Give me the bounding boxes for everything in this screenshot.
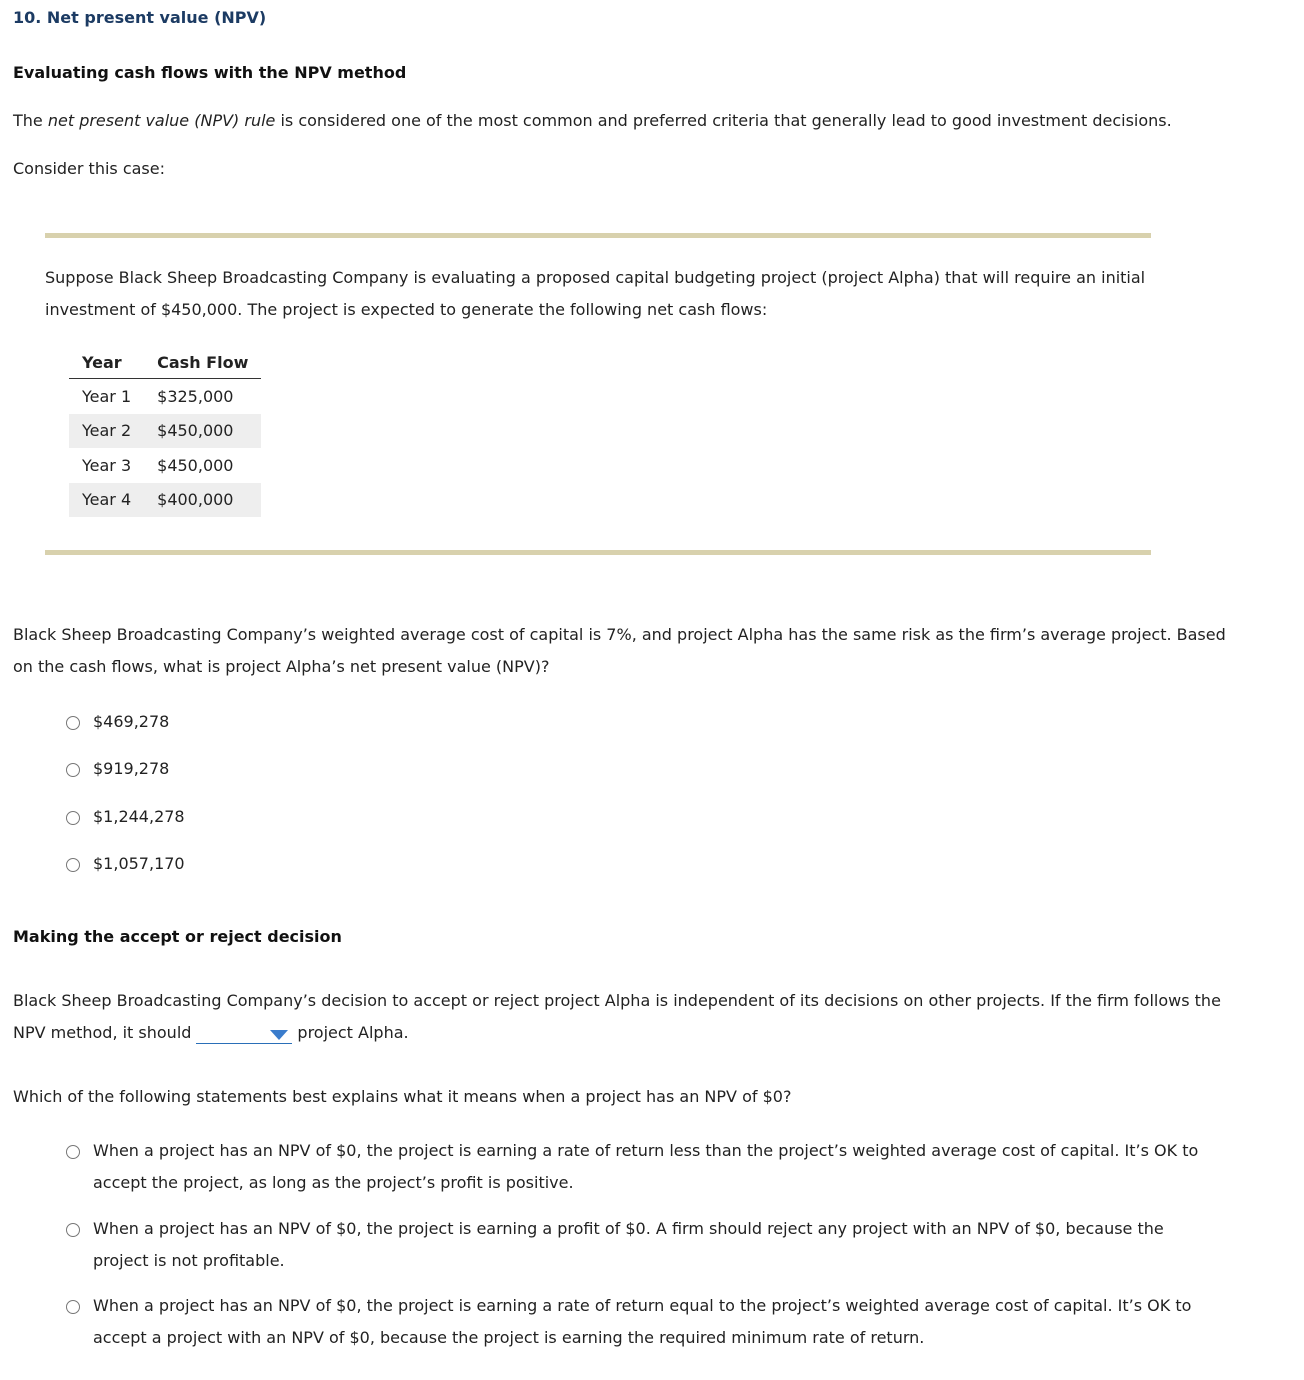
table-row <box>69 414 261 449</box>
cash-flow-cell: $450,000 <box>157 455 234 475</box>
npv-option-3[interactable] <box>66 809 185 833</box>
npv-zero-option-3[interactable] <box>66 1298 1191 1354</box>
cash-flow-table <box>69 346 261 517</box>
npv-option-1[interactable] <box>66 714 169 738</box>
cash-flow-cell: $450,000 <box>144 414 261 449</box>
option-label <box>93 1290 1191 1354</box>
case-text-line1: Suppose Black Sheep Broadcasting Company is evaluating a proposed capital budgeting project (project Alpha) that will require an initial <box>45 268 1146 287</box>
year-cell: Year 1 <box>82 386 132 406</box>
decision-text-line2 <box>13 1017 409 1049</box>
question2-text: Which of the following statements best explains what it means when a project has an NPV of $0? <box>13 1087 792 1106</box>
year-cell: Year 4 <box>69 483 144 518</box>
year-cell: Year 2 <box>69 414 144 449</box>
accept-reject-dropdown[interactable] <box>196 1023 292 1044</box>
decision-text-suffix: project Alpha. <box>297 1023 409 1042</box>
chevron-down-icon <box>270 1030 288 1040</box>
radio-button[interactable] <box>66 1300 80 1314</box>
intro-italic-term: net present value (NPV) rule <box>47 111 276 130</box>
intro-prefix: The <box>13 111 48 130</box>
radio-button[interactable] <box>66 1145 80 1159</box>
option-label <box>93 1213 1164 1277</box>
option-line2: accept a project with an NPV of $0, because the project is earning the required minimum rate of return. <box>93 1328 925 1347</box>
radio-button[interactable] <box>66 858 80 872</box>
table-row <box>69 448 261 483</box>
case-top-rule <box>45 233 1151 238</box>
year-cell: Year 3 <box>82 455 132 475</box>
consider-text: Consider this case: <box>13 159 165 178</box>
table-row <box>69 379 261 414</box>
question1-text-line2: on the cash flows, what is project Alpha’s net present value (NPV)? <box>13 657 550 676</box>
cash-flow-cell: $325,000 <box>157 386 234 406</box>
option-label: $919,278 <box>93 759 170 778</box>
option-line2: accept the project, as long as the project’s profit is positive. <box>93 1173 574 1192</box>
radio-button[interactable] <box>66 763 80 777</box>
table-row <box>69 483 261 518</box>
section-heading-decision: Making the accept or reject decision <box>13 927 342 946</box>
npv-zero-option-1[interactable] <box>66 1143 1198 1199</box>
case-bottom-rule <box>45 550 1151 555</box>
option-label: $1,057,170 <box>93 854 185 873</box>
table-header-row <box>69 346 261 379</box>
intro-suffix: is considered one of the most common and preferred criteria that generally lead to good investment decisions. <box>275 111 1172 130</box>
decision-text-line1: Black Sheep Broadcasting Company’s decision to accept or reject project Alpha is independent of its decisions on other projects. If the firm follows the <box>13 991 1221 1010</box>
decision-text-prefix: NPV method, it should <box>13 1023 192 1042</box>
npv-option-2[interactable] <box>66 761 169 785</box>
column-header-year: Year <box>69 346 144 379</box>
option-line1: When a project has an NPV of $0, the project is earning a rate of return less than the project’s weighted average cost of capital. It’s OK to <box>93 1141 1199 1160</box>
case-text-line2: investment of $450,000. The project is expected to generate the following net cash flows: <box>45 300 768 319</box>
question1-text-line1: Black Sheep Broadcasting Company’s weighted average cost of capital is 7%, and project Alpha has the same risk as the firm’s average project. Based <box>13 625 1226 644</box>
npv-zero-option-2[interactable] <box>66 1221 1164 1277</box>
npv-option-4[interactable] <box>66 856 185 880</box>
page-title: 10. Net present value (NPV) <box>13 8 267 27</box>
cash-flow-cell: $400,000 <box>144 483 261 518</box>
option-line1: When a project has an NPV of $0, the project is earning a rate of return equal to the project’s weighted average cost of capital. It’s OK to <box>93 1296 1192 1315</box>
option-label: $469,278 <box>93 712 170 731</box>
option-line2: project is not profitable. <box>93 1251 285 1270</box>
radio-button[interactable] <box>66 1223 80 1237</box>
option-label <box>93 1135 1198 1199</box>
section-heading-npv-method: Evaluating cash flows with the NPV method <box>13 63 407 82</box>
option-line1: When a project has an NPV of $0, the project is earning a profit of $0. A firm should reject any project with an NPV of $0, because the <box>93 1219 1164 1238</box>
radio-button[interactable] <box>66 716 80 730</box>
column-header-cash-flow: Cash Flow <box>144 346 261 379</box>
intro-paragraph <box>13 105 1172 137</box>
option-label: $1,244,278 <box>93 807 185 826</box>
radio-button[interactable] <box>66 811 80 825</box>
